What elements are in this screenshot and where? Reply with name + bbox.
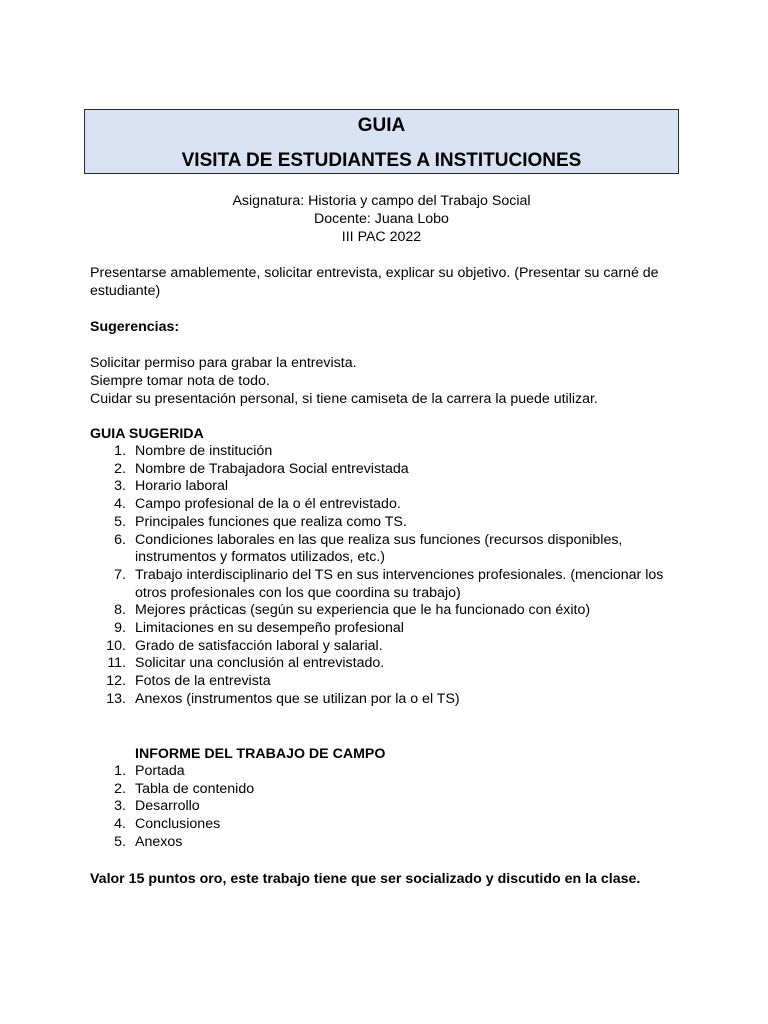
suggestion-item: Cuidar su presentación personal, si tiene camiseta de la carrera la puede utilizar. bbox=[90, 391, 598, 407]
list-item-text: Condiciones laborales en las que realiza sus funciones (recursos disponibles, instrumentos y formatos utilizados, etc.) bbox=[135, 531, 623, 566]
list-item-text: Horario laboral bbox=[135, 478, 229, 495]
list-item-text: Anexos bbox=[135, 833, 183, 850]
list-item bbox=[90, 461, 690, 479]
report-heading: INFORME DEL TRABAJO DE CAMPO bbox=[135, 746, 386, 762]
course-subject: Asignatura: Historia y campo del Trabajo Social bbox=[232, 193, 531, 209]
list-item-number: 2. bbox=[114, 460, 126, 477]
list-item bbox=[90, 798, 690, 816]
list-item-number: 5. bbox=[114, 513, 126, 530]
guide-heading: GUIA SUGERIDA bbox=[90, 426, 204, 442]
list-item-text: Mejores prácticas (según su experiencia que le ha funcionado con éxito) bbox=[135, 602, 591, 619]
list-item bbox=[90, 763, 690, 781]
list-item bbox=[90, 620, 690, 638]
list-item bbox=[90, 602, 690, 620]
list-item-number: 7. bbox=[114, 566, 126, 583]
list-item-text: Limitaciones en su desempeño profesional bbox=[135, 620, 404, 637]
list-item-text: Conclusiones bbox=[135, 816, 221, 833]
list-item-number: 1. bbox=[114, 763, 126, 779]
list-item bbox=[90, 567, 690, 602]
list-item-number: 6. bbox=[114, 531, 126, 548]
list-item-number: 5. bbox=[114, 833, 126, 850]
list-item-text: Solicitar una conclusión al entrevistado. bbox=[135, 655, 385, 672]
list-item-number: 8. bbox=[114, 602, 126, 619]
course-period: III PAC 2022 bbox=[341, 229, 422, 245]
suggestion-item: Siempre tomar nota de todo. bbox=[90, 373, 270, 389]
intro-paragraph: Presentarse amablemente, solicitar entrevista, explicar su objetivo. (Presentar su carné de estudiante) bbox=[90, 265, 659, 299]
list-item bbox=[90, 443, 690, 461]
list-item-text: Anexos (instrumentos que se utilizan por la o el TS) bbox=[135, 690, 460, 707]
list-item-text: Trabajo interdisciplinario del TS en sus intervenciones profesionales. (mencionar los otros profesionales con los que coordina su trabajo) bbox=[135, 566, 664, 601]
list-item-number: 3. bbox=[114, 478, 126, 495]
document-subtitle: VISITA DE ESTUDIANTES A INSTITUCIONES bbox=[181, 150, 582, 171]
list-item-number: 9. bbox=[114, 620, 126, 637]
list-item bbox=[90, 638, 690, 656]
list-item bbox=[90, 781, 690, 799]
list-item-number: 1. bbox=[114, 443, 126, 459]
list-item bbox=[90, 673, 690, 691]
guide-list bbox=[90, 443, 690, 709]
course-teacher: Docente: Juana Lobo bbox=[314, 211, 449, 227]
footer-note: Valor 15 puntos oro, este trabajo tiene que ser socializado y discutido en la clase. bbox=[90, 871, 641, 887]
list-item-text: Grado de satisfacción laboral y salarial. bbox=[135, 637, 383, 654]
list-item-number: 13. bbox=[106, 690, 126, 707]
list-item-number: 2. bbox=[114, 780, 126, 797]
report-list bbox=[90, 763, 690, 852]
list-item-text: Fotos de la entrevista bbox=[135, 673, 271, 690]
list-item-text: Principales funciones que realiza como TS. bbox=[135, 513, 407, 530]
list-item-number: 4. bbox=[114, 816, 126, 833]
document-title: GUIA bbox=[357, 115, 406, 136]
list-item bbox=[90, 496, 690, 514]
suggestions-heading: Sugerencias: bbox=[90, 319, 180, 335]
list-item-text: Tabla de contenido bbox=[135, 780, 255, 797]
list-item-text: Campo profesional de la o él entrevistado. bbox=[135, 496, 401, 513]
list-item-text: Nombre de Trabajadora Social entrevistada bbox=[135, 460, 409, 477]
list-item-number: 4. bbox=[114, 496, 126, 513]
list-item bbox=[90, 655, 690, 673]
list-item-number: 3. bbox=[114, 798, 126, 815]
list-item bbox=[90, 514, 690, 532]
list-item-text: Nombre de institución bbox=[135, 443, 273, 459]
list-item-number: 10. bbox=[106, 637, 126, 654]
list-item bbox=[90, 834, 690, 852]
list-item-text: Portada bbox=[135, 763, 185, 779]
list-item-number: 12. bbox=[106, 673, 126, 690]
list-item bbox=[90, 532, 690, 567]
list-item bbox=[90, 478, 690, 496]
list-item-number: 11. bbox=[107, 655, 126, 672]
course-info bbox=[84, 192, 679, 246]
list-item bbox=[90, 691, 690, 709]
list-item-text: Desarrollo bbox=[135, 798, 200, 815]
list-item bbox=[90, 816, 690, 834]
title-box bbox=[84, 109, 679, 174]
suggestion-item: Solicitar permiso para grabar la entrevista. bbox=[90, 355, 357, 371]
